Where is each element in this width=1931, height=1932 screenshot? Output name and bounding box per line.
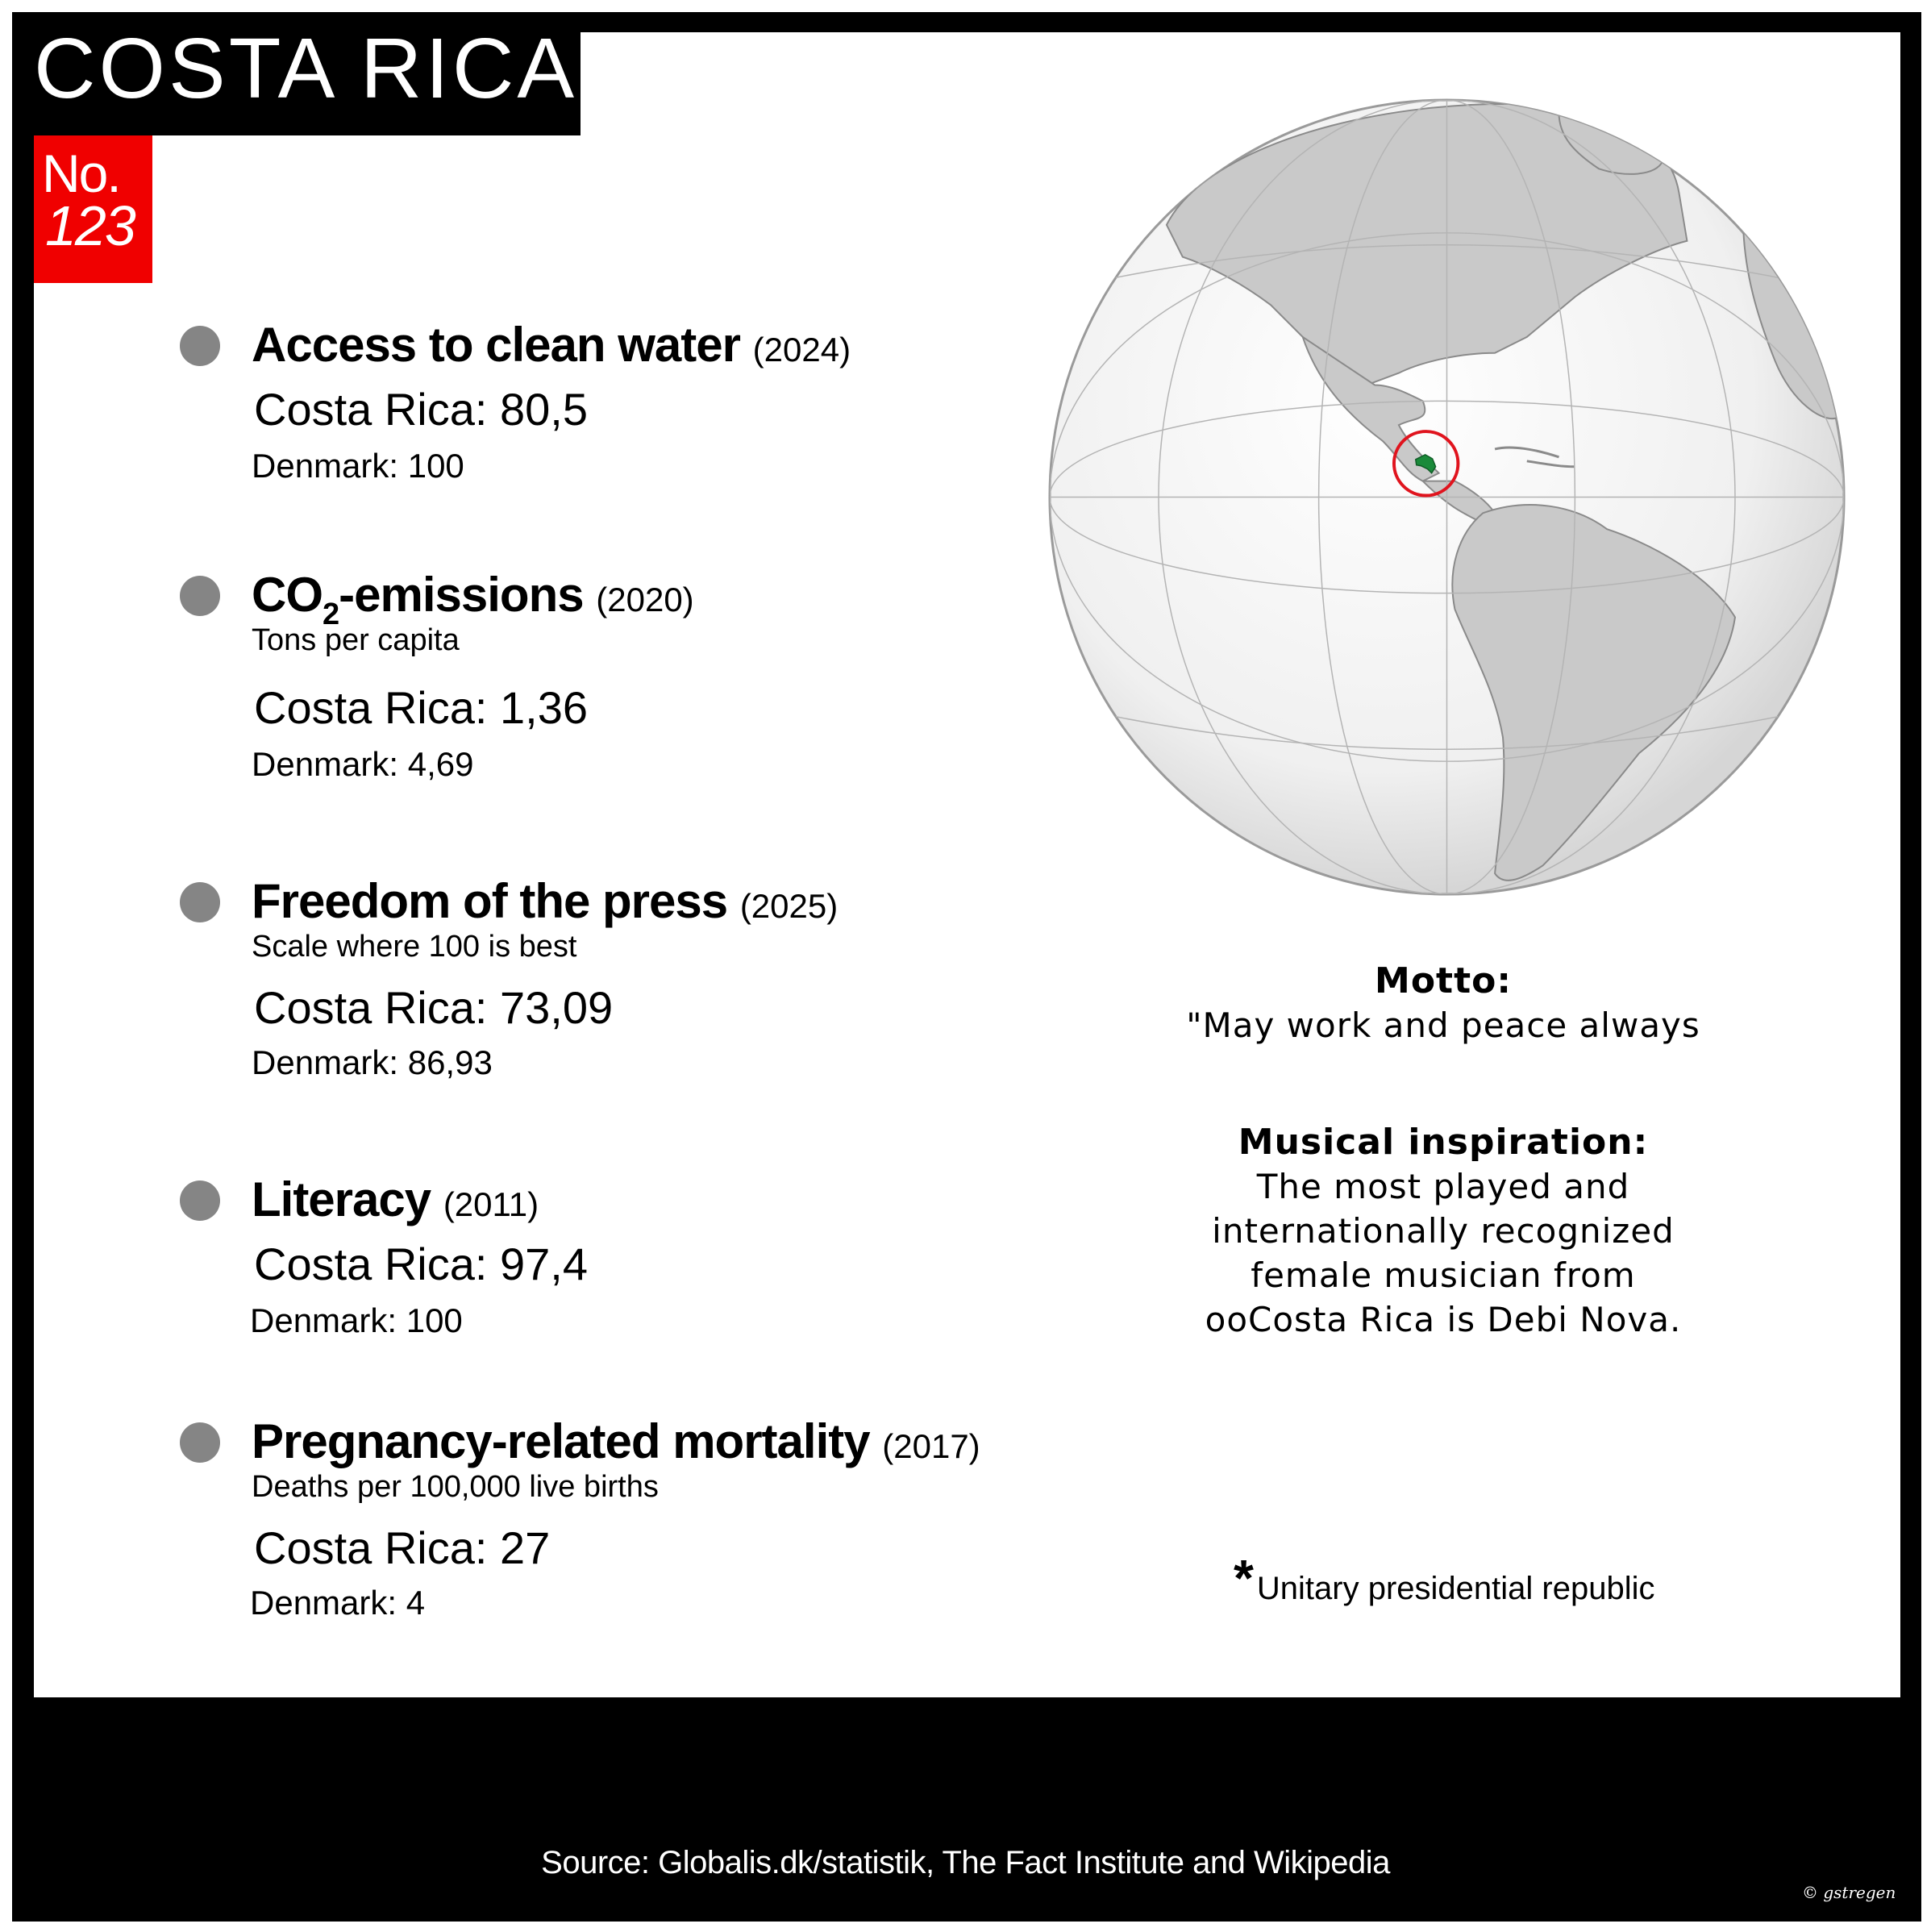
stat-value-costa-rica: Costa Rica: 1,36	[254, 682, 588, 733]
stat-title-text: Access to clean water	[252, 318, 740, 372]
stat-subtitle: Tons per capita	[252, 623, 460, 657]
stat-value-denmark: Denmark: 100	[250, 1301, 463, 1339]
rank-badge	[34, 135, 152, 283]
stat-value-denmark: Denmark: 4	[250, 1584, 426, 1622]
rank-number: 123	[45, 194, 135, 257]
stat-title-prefix: CO	[252, 568, 323, 622]
country-title: COSTA RICA	[34, 21, 578, 116]
stat-value-costa-rica: Costa Rica: 97,4	[254, 1239, 588, 1289]
source-footer: Source: Globalis.dk/statistik, The Fact Institute and Wikipedia	[541, 1845, 1390, 1880]
motto-heading: Motto:	[1375, 960, 1512, 1001]
stat-year: (2020)	[596, 581, 694, 618]
stat-title-text: Literacy	[252, 1172, 431, 1226]
government-text: Unitary presidential republic	[1256, 1571, 1655, 1606]
rank-prefix: No.	[42, 144, 120, 203]
music-line: The most played and	[1256, 1167, 1630, 1206]
government-note	[1234, 1549, 1655, 1609]
stat-title-press	[252, 874, 838, 934]
motto-block	[1129, 960, 1758, 1047]
bullet-icon	[180, 1422, 220, 1463]
stat-title-mortality	[252, 1414, 980, 1474]
bullet-icon	[180, 326, 220, 366]
bullet-icon	[180, 1180, 220, 1221]
stat-value-denmark: Denmark: 86,93	[252, 1043, 493, 1081]
music-block	[1129, 1121, 1758, 1342]
stat-title-subscript: 2	[323, 598, 339, 631]
stat-title-water	[252, 318, 851, 377]
stat-subtitle: Scale where 100 is best	[252, 930, 577, 964]
bullet-icon	[180, 576, 220, 616]
stat-title-literacy	[252, 1172, 539, 1232]
asterisk: *	[1234, 1549, 1254, 1607]
stat-value-costa-rica: Costa Rica: 27	[254, 1522, 551, 1573]
stat-title-co2	[252, 568, 694, 629]
bullet-icon	[180, 882, 220, 922]
stat-value-costa-rica: Costa Rica: 73,09	[254, 982, 614, 1033]
stat-title-text: Freedom of the press	[252, 874, 728, 928]
music-line: internationally recognized	[1212, 1211, 1675, 1251]
music-line: female musician from	[1251, 1255, 1636, 1295]
stat-year: (2017)	[882, 1427, 980, 1465]
author-credit: © gstregen	[1802, 1883, 1896, 1902]
motto-text: "May work and peace always	[1186, 1006, 1700, 1045]
stat-value-costa-rica: Costa Rica: 80,5	[254, 384, 588, 435]
stat-subtitle: Deaths per 100,000 live births	[252, 1470, 659, 1504]
stat-title-text: Pregnancy-related mortality	[252, 1414, 870, 1468]
music-heading: Musical inspiration:	[1238, 1122, 1649, 1163]
stat-value-denmark: Denmark: 4,69	[252, 745, 474, 783]
stat-year: (2024)	[752, 331, 851, 368]
music-line: ooCosta Rica is Debi Nova.	[1205, 1300, 1682, 1339]
stat-year: (2025)	[739, 887, 839, 925]
stat-year: (2011)	[443, 1185, 539, 1223]
stat-value-denmark: Denmark: 100	[252, 447, 464, 485]
globe-map	[1047, 97, 1847, 897]
stat-title-suffix: -emissions	[339, 568, 584, 622]
